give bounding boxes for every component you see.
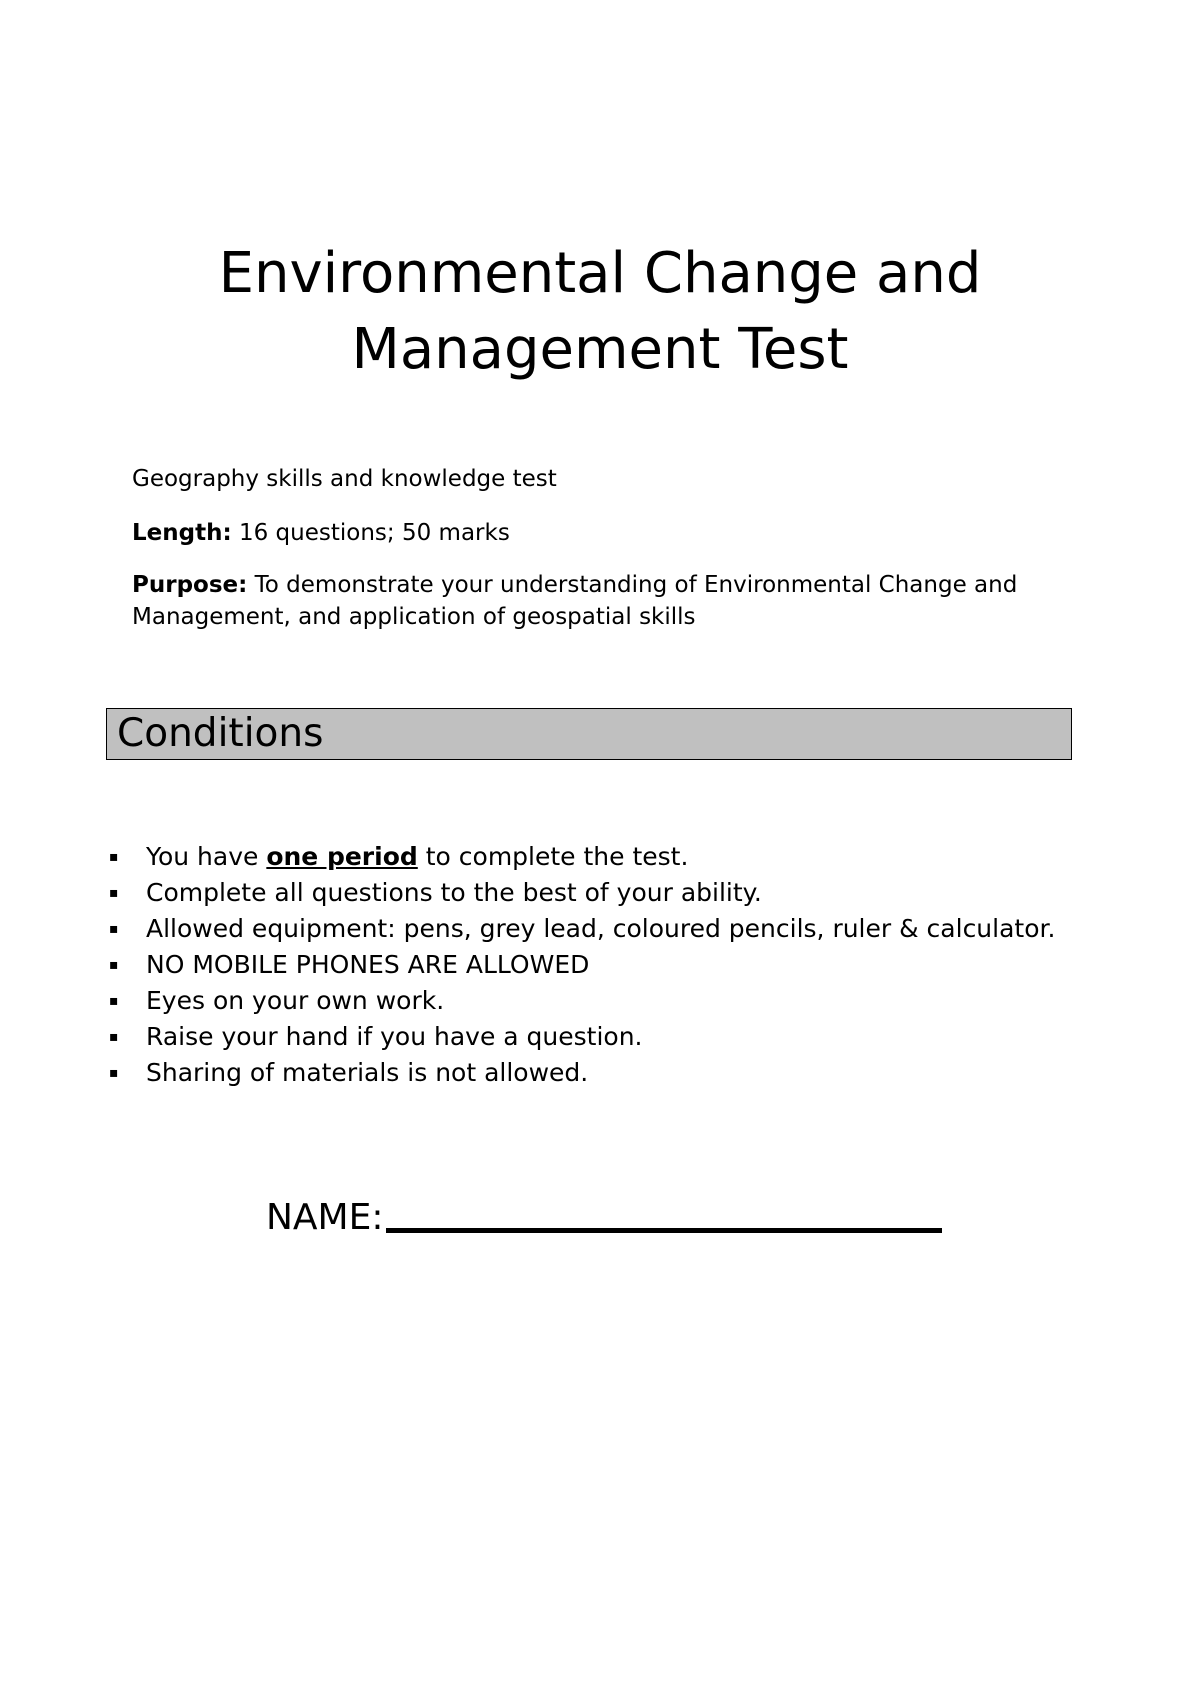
name-field (266, 1196, 942, 1240)
purpose-value: To demonstrate your understanding of Environmental Change and Management, and application of geospatial skills (132, 572, 1018, 630)
rule-text: Complete all questions to the best of your ability. (146, 878, 762, 907)
rule-text: NO MOBILE PHONES ARE ALLOWED (146, 950, 590, 979)
length-value: 16 questions; 50 marks (231, 520, 510, 546)
list-item (106, 947, 1186, 983)
list-item (106, 839, 1186, 875)
rule-1-pre: You have (146, 842, 267, 871)
purpose-label: Purpose: (132, 572, 248, 598)
title-line-2: Management Test (351, 317, 849, 382)
purpose-line (132, 569, 1092, 633)
list-item (106, 911, 1186, 947)
list-item (106, 875, 1186, 911)
subtitle: Geography skills and knowledge test (132, 466, 557, 492)
list-item (106, 1019, 1186, 1055)
name-label: NAME: (266, 1197, 384, 1238)
conditions-heading: Conditions (117, 711, 324, 756)
bullet-icon: ▪ (109, 1029, 119, 1045)
bullet-icon: ▪ (109, 993, 119, 1009)
list-item (106, 1055, 1186, 1091)
name-blank-line (386, 1228, 942, 1233)
title-line-1: Environmental Change and (218, 241, 982, 306)
bullet-icon: ▪ (109, 1065, 119, 1081)
bullet-icon: ▪ (109, 957, 119, 973)
rule-text: Eyes on your own work. (146, 986, 445, 1015)
rule-text: Raise your hand if you have a question. (146, 1022, 643, 1051)
conditions-header (106, 708, 1072, 760)
rule-text: Allowed equipment: pens, grey lead, coloured pencils, ruler & calculator. (146, 914, 1056, 943)
conditions-list (106, 839, 1186, 1091)
bullet-icon: ▪ (109, 921, 119, 937)
bullet-icon: ▪ (109, 849, 119, 865)
rule-1-post: to complete the test. (417, 842, 689, 871)
length-label: Length: (132, 520, 232, 546)
bullet-icon: ▪ (109, 885, 119, 901)
list-item (106, 983, 1186, 1019)
rule-1-emphasis: one period (266, 842, 418, 871)
page-title (0, 236, 1200, 388)
rule-text: Sharing of materials is not allowed. (146, 1058, 589, 1087)
length-line (132, 517, 1092, 549)
